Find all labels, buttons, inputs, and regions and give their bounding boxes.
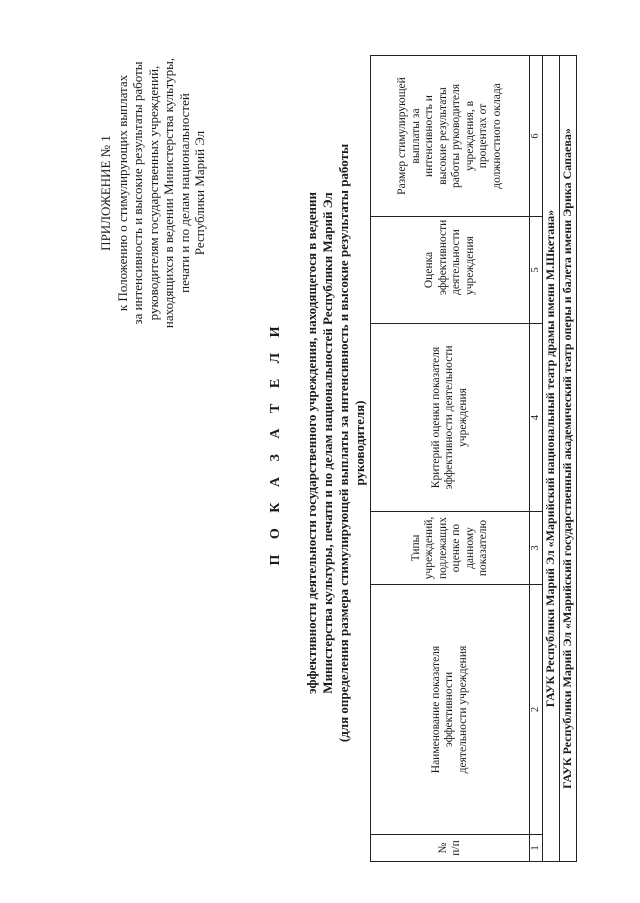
appendix-line: находящихся в ведении Министерства культуры, [161,57,176,329]
column-header-institution-types: Типы учреждений, подлежащих оценке по данному показателю [371,512,530,585]
appendix-title: ПРИЛОЖЕНИЕ № 1 [98,135,113,251]
column-number: 2 [530,585,543,835]
document-title: П О К А З А Т Е Л И [268,320,283,566]
column-number-row [530,56,543,862]
appendix-line: за интенсивность и высокие результаты работы [130,61,145,325]
organization-name: ГАУК Республики Марий Эл «Марийский государственный академический театр оперы и балета имени Эрика Сапаева» [560,56,577,862]
appendix-line: к Положению о стимулирующих выплатах [114,74,130,312]
organization-name: ГАУК Республики Марий Эл «Марийский национальный театр драмы имени М.Шкетана» [543,56,560,862]
column-number: 6 [530,56,543,217]
column-header-indicator-name: Наименование показателя эффективности деятельности учреждения [371,585,530,835]
heading-line: Министерства культуры, печати и по делам национальностей Республики Марий Эл [320,192,335,694]
table-row [560,56,577,862]
column-number: 1 [530,835,543,862]
column-header-assessment: Оценка эффективности деятельности учреждения [371,217,530,324]
column-header-payment-size: Размер стимулирующей выплаты за интенсивность и высокие результаты работы руководителя учреждения, в процентах от должностного оклада [371,56,530,217]
appendix-line: Республики Марий Эл [192,130,207,256]
column-number: 5 [530,217,543,324]
appendix-line: печати и по делам национальностей [176,93,192,293]
appendix-header [98,43,208,343]
table-row [543,56,560,862]
column-number: 4 [530,324,543,512]
column-header-number: № п/п [371,835,530,862]
column-number: 3 [530,512,543,585]
heading-line: (для определения размера стимулирующей выплаты за интенсивность и высокие результаты работы [336,143,351,743]
appendix-line: руководителям государственных учреждений, [145,65,161,321]
table-header-row [371,56,530,862]
column-header-criterion: Критерий оценки показателя эффективности деятельности учреждения [371,324,530,512]
indicators-table [370,55,577,862]
heading-line: руководителя) [352,400,367,486]
document-heading [268,93,368,793]
heading-line: эффективности деятельности государственного учреждения, находящегося в ведении [304,191,319,695]
